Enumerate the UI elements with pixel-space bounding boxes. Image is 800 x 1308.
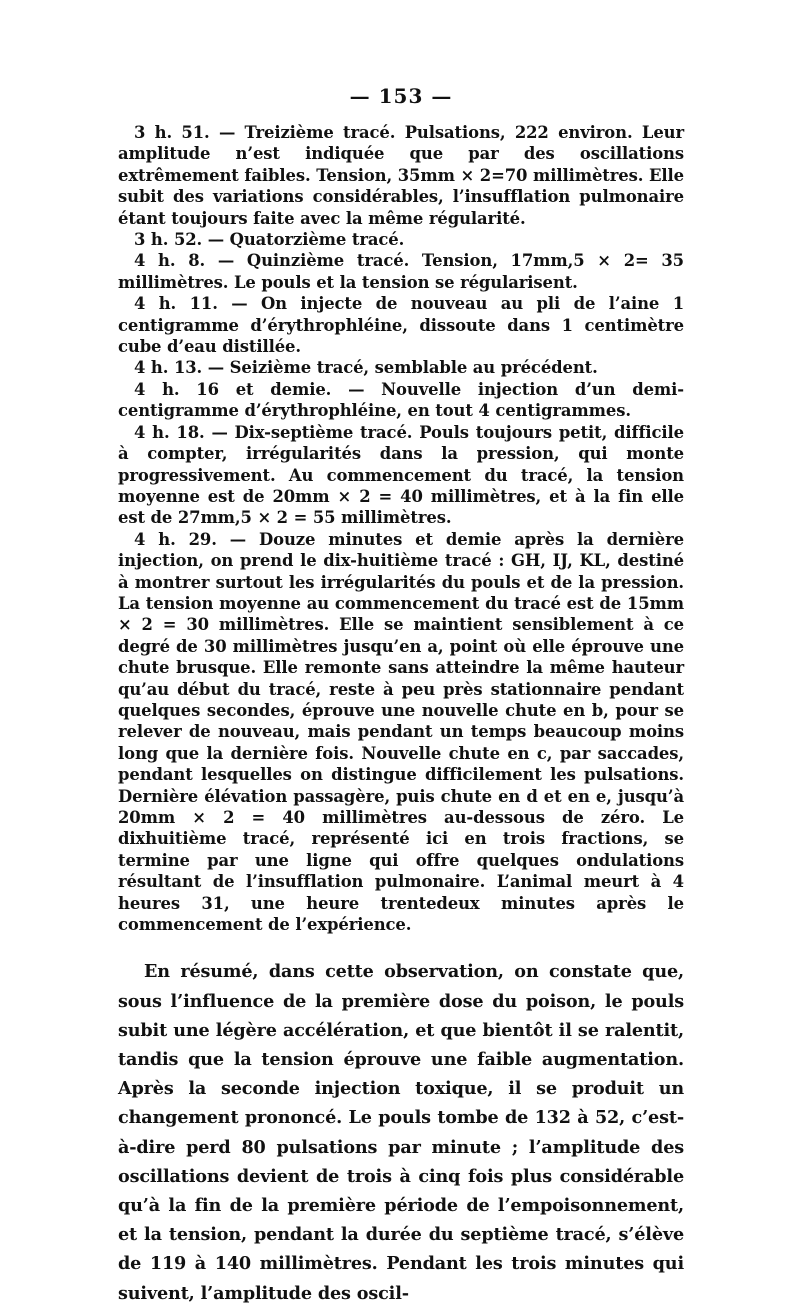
- book-page: [118, 84, 684, 1308]
- page-number: — 153 —: [349, 84, 453, 108]
- summary-section: [118, 957, 684, 1307]
- log-entry-4h13: 4 h. 13. — Seizième tracé, semblable au précédent.: [134, 358, 598, 378]
- log-entry-4h18: 4 h. 18. — Dix-septième tracé. Pouls toujours petit, difficile à compter, irrégularités dans la pression, qui monte progressivement. Au commencement du tracé, la tension moyenne est de 20mm × 2 = 40 millimètres, et à la fin elle est de 27mm,5 × 2 = 55 millimètres.: [118, 422, 684, 528]
- log-entry-4h11: 4 h. 11. — On injecte de nouveau au pli de l’aine 1 centigramme d’érythrophléine, dissoute dans 1 centimètre cube d’eau distillée.: [118, 294, 684, 357]
- log-entry-3h52: 3 h. 52. — Quatorzième tracé.: [134, 230, 405, 250]
- observation-log: [118, 122, 684, 935]
- log-entry-4h16: 4 h. 16 et demie. — Nouvelle injection d’un demi-centigramme d’érythrophléine, en tout 4 centigrammes.: [118, 379, 684, 421]
- log-entry-3h51: 3 h. 51. — Treizième tracé. Pulsations, 222 environ. Leur amplitude n’est indiquée que par des oscillations extrêmement faibles. Tension, 35mm × 2=70 millimètres. Elle subit des variations considérables, l’insufflation pulmonaire étant toujours faite avec la même régularité.: [118, 123, 684, 228]
- log-entry-4h29: 4 h. 29. — Douze minutes et demie après la dernière injection, on prend le dix-huitième tracé : GH, IJ, KL, destiné à montrer surtout les irrégularités du pouls et de la pression. La tension moyenne au commencement du tracé est de 15mm × 2 = 30 millimètres. Elle se maintient sensiblement à ce degré de 30 millimètres jusqu’en a, point où elle éprouve une chute brusque. Elle remonte sans atteindre la même hauteur qu’au début du tracé, reste à peu près stationnaire pendant quelques secondes, éprouve une nouvelle chute en b, pour se relever de nouveau, mais pendant un temps beaucoup moins long que la dernière fois. Nouvelle chute en c, par saccades, pendant lesquelles on distingue difficilement les pulsations. Dernière élévation passagère, puis chute en d et en e, jusqu’à 20mm × 2 = 40 millimètres au-dessous de zéro. Le dixhuitième tracé, représenté ici en trois fractions, se termine par une ligne qui offre quelques ondulations résultant de l’insufflation pulmonaire. L’animal meurt à 4 heures 31, une heure trentedeux minutes après le commencement de l’expérience.: [118, 529, 684, 935]
- log-entry-4h8: 4 h. 8. — Quinzième tracé. Tension, 17mm,5 × 2= 35 millimètres. Le pouls et la tension se régularisent.: [118, 251, 684, 292]
- summary-paragraph: En résumé, dans cette observation, on constate que, sous l’influence de la première dose du poison, le pouls subit une légère accélération, et que bientôt il se ralentit, tandis que la tension éprouve une faible augmentation. Après la seconde injection toxique, il se produit un changement prononcé. Le pouls tombe de 132 à 52, c’est-à-dire perd 80 pulsations par minute ; l’amplitude des oscillations devient de trois à cinq fois plus considérable qu’à la fin de la première période de l’empoisonnement, et la tension, pendant la durée du septième tracé, s’élève de 119 à 140 millimètres. Pendant les trois minutes qui suivent, l’amplitude des oscil-: [118, 961, 684, 1304]
